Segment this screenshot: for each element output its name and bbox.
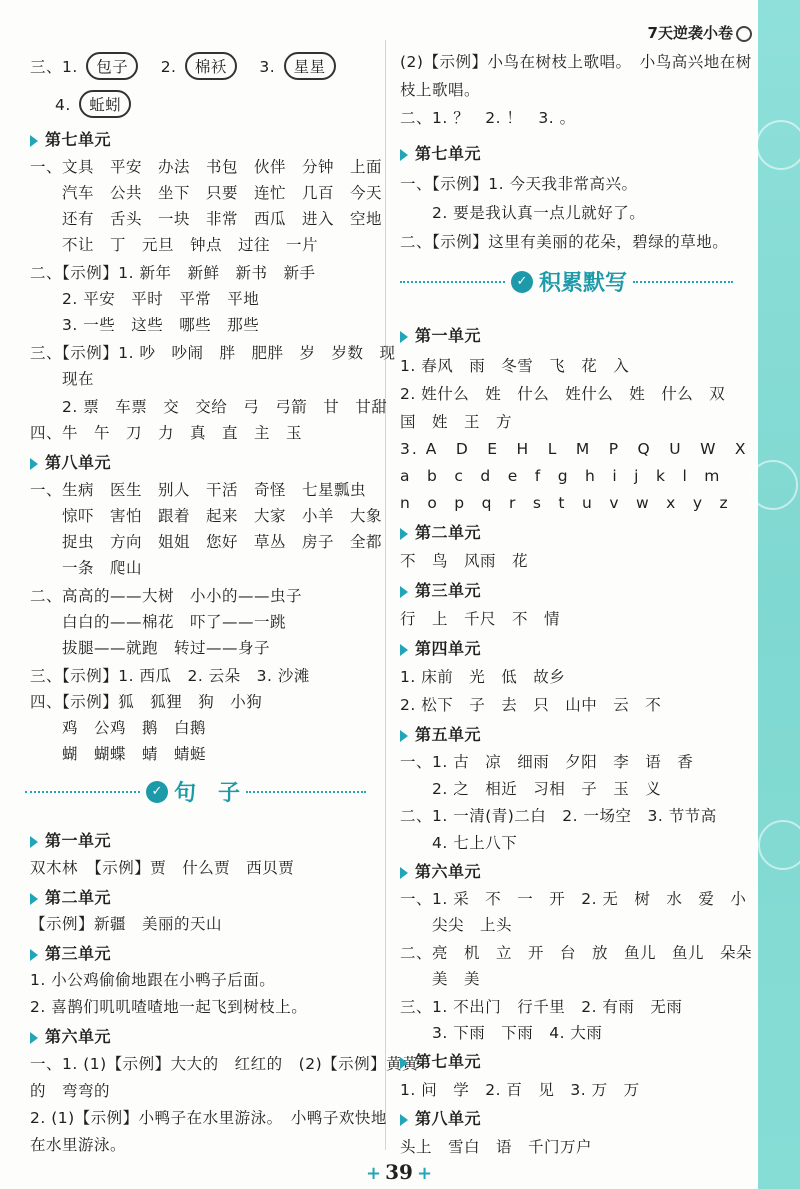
answer-line: 3. 下雨 下雨 4. 大雨: [400, 1024, 603, 1042]
ex3-prefix: 三、1.: [30, 58, 78, 76]
answer-line: 二、【示例】1. 新年 新鲜 新书 新手: [30, 264, 316, 282]
unit-title: 第一单元: [45, 831, 112, 850]
answer-line: 二、【示例】这里有美丽的花朵，碧绿的草地。: [400, 233, 729, 251]
triangle-icon: [400, 1057, 408, 1069]
triangle-icon: [400, 644, 408, 656]
unit-heading: [400, 722, 481, 745]
answer-line: 国 姓 王 方: [400, 413, 513, 431]
answer-line: 2. 姓什么 姓 什么 姓什么 姓 什么 双: [400, 385, 726, 403]
answer-line: 4. 七上八下: [400, 834, 518, 852]
unit-title: 第一单元: [415, 326, 482, 345]
header-tag: [648, 22, 752, 43]
unit-title: 第八单元: [45, 453, 112, 472]
answer-line: 【示例】新疆 美丽的天山: [30, 915, 223, 933]
unit-heading: [400, 636, 481, 659]
section-title-sentences: [25, 776, 366, 807]
answer-line: 捉虫 方向 姐姐 您好 草丛 房子 全都: [30, 533, 383, 551]
answer-line: 还有 舌头 一块 非常 西瓜 进入 空地: [30, 210, 383, 228]
unit-title: 第七单元: [45, 130, 112, 149]
unit-heading: [400, 578, 481, 601]
answer-line: 一条 爬山: [30, 559, 143, 577]
answer-line: 现在: [30, 370, 95, 388]
answer-line: 蝴 蝴蝶 蜻 蜻蜓: [30, 745, 207, 763]
unit-heading: [400, 859, 481, 882]
unit-title: 第六单元: [415, 862, 482, 881]
answer-line: 2. 松下 子 去 只 山中 云 不: [400, 696, 662, 714]
circled-word: 星星: [284, 52, 336, 80]
unit-title: 第二单元: [45, 888, 112, 907]
unit-heading: [30, 1024, 111, 1047]
unit-title: 第六单元: [45, 1027, 112, 1046]
strip-circle-icon: [756, 120, 800, 170]
unit-heading: [400, 141, 481, 164]
ex3-num: 3.: [259, 58, 276, 76]
answer-line: 不让 丁 元旦 钟点 过往 一片: [30, 236, 319, 254]
answer-line: 2. 喜鹊们叽叽喳喳地一起飞到树枝上。: [30, 998, 308, 1016]
answer-line: 二、1. 一清(青)二白 2. 一场空 3. 节节高: [400, 807, 717, 825]
section-title-accumulate: [400, 266, 733, 297]
answer-line: 1. 小公鸡偷偷地跟在小鸭子后面。: [30, 971, 276, 989]
answer-line: 头上 雪白 语 千门万户: [400, 1138, 593, 1156]
answer-line: 枝上歌唱。: [400, 81, 481, 99]
answer-line: a b c d e f g h i j k l m: [400, 467, 721, 485]
dotted-rule: [400, 281, 505, 283]
answer-line: 2. (1)【示例】小鸭子在水里游泳。 小鸭子欢快地: [30, 1109, 387, 1127]
answer-line: 三、【示例】1. 西瓜 2. 云朵 3. 沙滩: [30, 667, 310, 685]
answer-line: 二、亮 机 立 开 台 放 鱼儿 鱼儿 朵朵: [400, 944, 753, 962]
answer-line: 2. 票 车票 交 交给 弓 弓箭 甘 甘甜: [30, 398, 388, 416]
column-divider: [385, 40, 386, 1150]
triangle-icon: [400, 149, 408, 161]
decorative-side-strip: [758, 0, 800, 1189]
strip-circle-icon: [748, 460, 798, 510]
answer-line: 1. 问 学 2. 百 见 3. 万 万: [400, 1081, 640, 1099]
unit-title: 第七单元: [415, 1052, 482, 1071]
unit-heading: [30, 885, 111, 908]
unit-title: 第八单元: [415, 1109, 482, 1128]
unit-title: 第五单元: [415, 725, 482, 744]
triangle-icon: [400, 528, 408, 540]
answer-line: 1. 床前 光 低 故乡: [400, 668, 566, 686]
answer-line: (2)【示例】小鸟在树枝上歌唱。 小鸟高兴地在树: [400, 53, 752, 71]
ring-icon: [736, 26, 752, 42]
answer-line: 汽车 公共 坐下 只要 连忙 几百 今天: [30, 184, 383, 202]
page-number-text: 39: [385, 1160, 413, 1184]
answer-line: 白白的——棉花 吓了——一跳: [30, 613, 287, 631]
dotted-rule: [633, 281, 733, 283]
triangle-icon: [400, 1114, 408, 1126]
section-badge: [511, 266, 627, 297]
answer-line: n o p q r s t u v w x y z: [400, 494, 729, 512]
unit-title: 第七单元: [415, 144, 482, 163]
ex3-num: 2.: [160, 58, 177, 76]
page-number: [362, 1160, 436, 1184]
answer-line: 一、生病 医生 别人 干活 奇怪 七星瓢虫: [30, 481, 367, 499]
answer-line: 1. 春风 雨 冬雪 飞 花 入: [400, 357, 630, 375]
answer-line: 二、1. ？ 2. ！ 3. 。: [400, 109, 576, 127]
answer-line: 四、【示例】狐 狐狸 狗 小狗: [30, 693, 263, 711]
section-title-text: 句 子: [174, 781, 241, 806]
unit-title: 第四单元: [415, 639, 482, 658]
plus-icon: +: [366, 1163, 382, 1184]
unit-heading: [30, 450, 111, 473]
answer-line: 行 上 千尺 不 情: [400, 610, 561, 628]
triangle-icon: [30, 135, 38, 147]
dotted-rule: [25, 791, 140, 793]
unit-heading: [400, 1106, 481, 1129]
unit-title: 第二单元: [415, 523, 482, 542]
answer-line: 一、1. (1)【示例】大大的 红红的 (2)【示例】黄黄: [30, 1055, 419, 1073]
answer-line: 一、1. 古 凉 细雨 夕阳 李 语 香: [400, 753, 694, 771]
unit-heading: [30, 127, 111, 150]
answer-line: 2. 平安 平时 平常 平地: [30, 290, 260, 308]
triangle-icon: [400, 730, 408, 742]
answer-line: 一、1. 采 不 一 开 2. 无 树 水 爱 小: [400, 890, 747, 908]
answer-line: 2. 之 相近 习相 子 玉 义: [400, 780, 662, 798]
answer-line: 惊吓 害怕 跟着 起来 大家 小羊 大象: [30, 507, 383, 525]
triangle-icon: [30, 949, 38, 961]
triangle-icon: [30, 836, 38, 848]
answer-line: 三、1. 不出门 行千里 2. 有雨 无雨: [400, 998, 683, 1016]
ex3-line-2: [55, 90, 134, 118]
check-icon: ✓: [146, 781, 168, 803]
triangle-icon: [30, 1032, 38, 1044]
circled-word: 棉袄: [185, 52, 237, 80]
answer-line: 2. 要是我认真一点儿就好了。: [400, 204, 646, 222]
check-icon: ✓: [511, 271, 533, 293]
unit-heading: [400, 520, 481, 543]
plus-icon: +: [416, 1163, 433, 1184]
answer-line: 一、文具 平安 办法 书包 伙伴 分钟 上面: [30, 158, 383, 176]
answer-line: 美 美: [400, 970, 481, 988]
answer-line: 三、【示例】1. 吵 吵闹 胖 肥胖 岁 岁数 现: [30, 344, 396, 362]
triangle-icon: [30, 893, 38, 905]
answer-line: 尖尖 上头: [400, 916, 513, 934]
answer-line: 3. A D E H L M P Q U W X: [400, 440, 748, 458]
triangle-icon: [400, 586, 408, 598]
unit-title: 第三单元: [45, 944, 112, 963]
answer-line: 的 弯弯的: [30, 1082, 111, 1100]
answer-line: 鸡 公鸡 鹅 白鹅: [30, 719, 207, 737]
unit-heading: [30, 828, 111, 851]
section-title-text: 积累默写: [539, 271, 628, 296]
answer-line: 二、高高的——大树 小小的——虫子: [30, 587, 303, 605]
header-tag-text: 7天逆袭小卷: [647, 24, 733, 42]
section-badge: [146, 776, 240, 807]
answer-line: 不 鸟 风雨 花: [400, 552, 529, 570]
answer-line: 双木林 【示例】贾 什么贾 西贝贾: [30, 859, 295, 877]
answer-line: 拔腿——就跑 转过——身子: [30, 639, 271, 657]
circled-word: 包子: [86, 52, 138, 80]
unit-heading: [400, 1049, 481, 1072]
answer-line: 一、【示例】1. 今天我非常高兴。: [400, 175, 638, 193]
ex3-num: 4.: [55, 96, 71, 114]
ex3-line: [30, 52, 339, 80]
strip-circle-icon: [758, 820, 800, 870]
unit-heading: [400, 323, 481, 346]
triangle-icon: [400, 331, 408, 343]
circled-word: 蚯蚓: [79, 90, 131, 118]
triangle-icon: [400, 867, 408, 879]
answer-line: 四、牛 午 刀 力 真 直 主 玉: [30, 424, 303, 442]
unit-title: 第三单元: [415, 581, 482, 600]
triangle-icon: [30, 458, 38, 470]
unit-heading: [30, 941, 111, 964]
answer-line: 在水里游泳。: [30, 1136, 127, 1154]
answer-line: 3. 一些 这些 哪些 那些: [30, 316, 260, 334]
dotted-rule: [246, 791, 366, 793]
